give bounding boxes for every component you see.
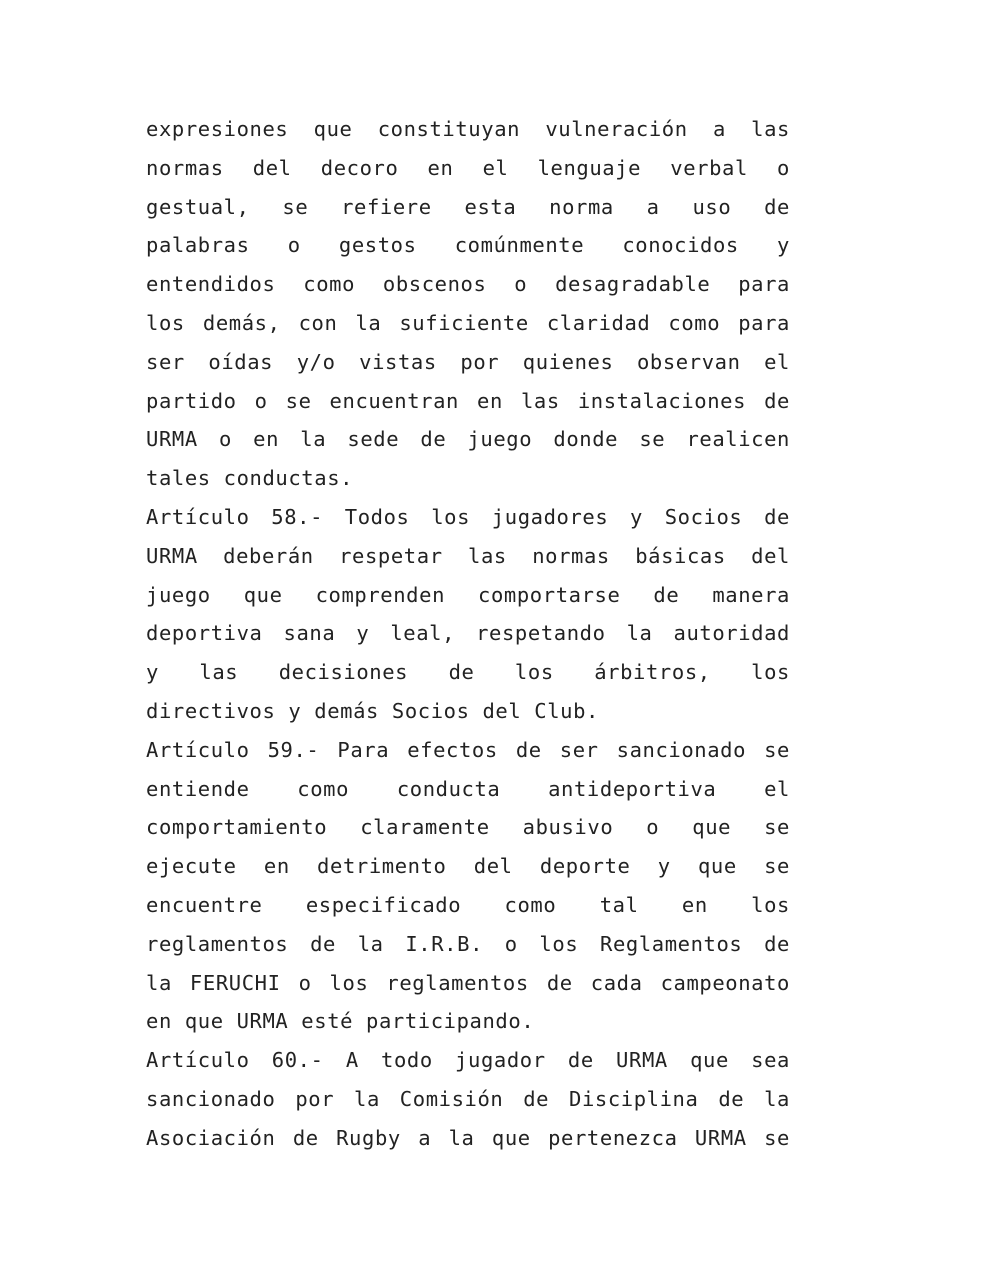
- text-line: sancionado por la Comisión de Disciplina de la: [146, 1086, 790, 1111]
- text-line: expresiones que constituyan vulneración a las: [146, 117, 790, 141]
- text-line: normas del decoro en el lenguaje verbal o: [146, 155, 790, 180]
- text-line: entiende como conducta antideportiva el: [146, 776, 790, 801]
- text-line: ejecute en detrimento del deporte y que se: [146, 854, 790, 879]
- text-line: comportamiento claramente abusivo o que se: [146, 815, 790, 840]
- text-line: URMA deberán respetar las normas básicas del: [146, 543, 790, 568]
- text-line: entendidos como obscenos o desagradable para: [146, 272, 790, 297]
- text-line: los demás, con la suficiente claridad como para: [146, 310, 790, 335]
- text-line: deportiva sana y leal, respetando la autoridad: [146, 621, 790, 646]
- text-line: palabras o gestos comúnmente conocidos y: [146, 233, 790, 258]
- paragraph-article-60: [146, 1041, 790, 1157]
- text-line: en que URMA esté participando.: [146, 1009, 535, 1034]
- text-line: Artículo 60.- A todo jugador de URMA que sea: [146, 1048, 790, 1073]
- paragraph-article-58: [146, 498, 790, 731]
- text-line: encuentre especificado como tal en los: [146, 892, 790, 917]
- text-line: Asociación de Rugby a la que pertenezca URMA se: [146, 1125, 790, 1150]
- text-line: Artículo 58.- Todos los jugadores y Socios de: [146, 504, 790, 529]
- text-line: reglamentos de la I.R.B. o los Reglamentos de: [146, 931, 790, 956]
- paragraph-continuation: [146, 110, 790, 498]
- text-line: tales conductas.: [146, 466, 354, 491]
- document-body: [146, 110, 790, 1158]
- text-line: la FERUCHI o los reglamentos de cada campeonato: [146, 970, 790, 995]
- text-line: y las decisiones de los árbitros, los: [146, 660, 790, 685]
- text-line: juego que comprenden comportarse de manera: [146, 582, 790, 607]
- text-line: gestual, se refiere esta norma a uso de: [146, 194, 790, 219]
- text-line: URMA o en la sede de juego donde se realicen: [146, 427, 790, 452]
- text-line: directivos y demás Socios del Club.: [146, 698, 599, 723]
- text-line: ser oídas y/o vistas por quienes observan el: [146, 349, 790, 374]
- text-line: Artículo 59.- Para efectos de ser sancionado se: [146, 737, 790, 762]
- text-line: partido o se encuentran en las instalaciones de: [146, 388, 790, 413]
- paragraph-article-59: [146, 731, 790, 1041]
